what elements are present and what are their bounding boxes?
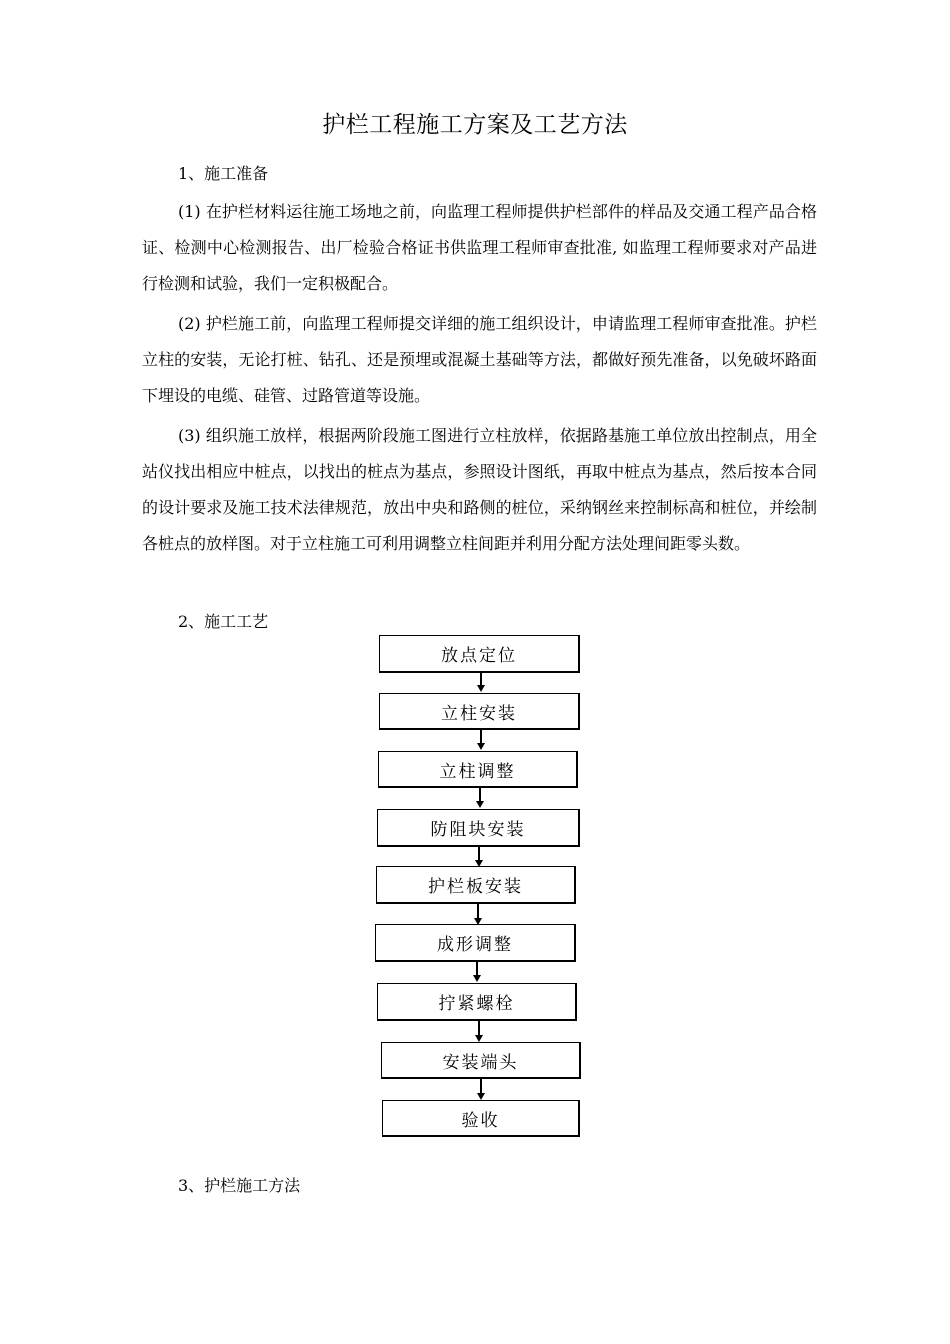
paragraph-1: (1) 在护栏材料运往施工场地之前，向监理工程师提供护栏部件的样品及交通工程产品合格证、检测中心检测报告、出厂检验合格证书供监理工程师审查批准, 如监理工程师要求对产品进行检测和试验，我们一定积极配合。 (142, 202, 817, 293)
flow-arrow-line (480, 730, 482, 743)
flow-step-6: 成形调整 (375, 924, 576, 962)
flow-arrow-line (478, 847, 480, 860)
flow-step-9: 验收 (382, 1100, 580, 1137)
flow-step-4: 防阻块安装 (377, 809, 580, 847)
flow-arrow-head (477, 743, 485, 750)
flow-arrow-line (480, 673, 482, 685)
flow-step-7: 拧紧螺栓 (377, 983, 577, 1021)
section-heading-preparation: 1、施工准备 (178, 164, 269, 183)
section-heading-process: 2、施工工艺 (178, 612, 269, 631)
flow-arrow-line (478, 1021, 480, 1035)
flow-arrow-head (477, 1093, 485, 1100)
document-title: 护栏工程施工方案及工艺方法 (322, 112, 628, 138)
paragraph-2: (2) 护栏施工前，向监理工程师提交详细的施工组织设计，申请监理工程师审查批准。护栏立柱的安装，无论打桩、钻孔、还是预埋或混凝土基础等方法，都做好预先准备，以免破坏路面下埋设的电缆、硅管、过路管道等设施。 (142, 314, 817, 405)
flow-arrow-line (477, 904, 479, 918)
flow-arrow-head (473, 975, 481, 982)
flow-step-2: 立柱安装 (379, 693, 580, 730)
flow-arrow-head (475, 1035, 483, 1042)
flow-arrow-head (476, 801, 484, 808)
flow-step-5: 护栏板安装 (376, 866, 576, 904)
flow-arrow-line (479, 788, 481, 801)
flow-arrow-head (477, 685, 485, 692)
flow-arrow-line (476, 962, 478, 975)
section-heading-method: 3、护栏施工方法 (178, 1176, 301, 1195)
flow-step-3: 立柱调整 (378, 751, 578, 788)
flow-arrow-line (480, 1079, 482, 1093)
flow-step-1: 放点定位 (379, 635, 580, 673)
paragraph-3: (3) 组织施工放样，根据两阶段施工图进行立柱放样，依据路基施工单位放出控制点，用全站仪找出相应中桩点，以找出的桩点为基点，参照设计图纸，再取中桩点为基点，然后按本合同的设计要求及施工技术法律规范，放出中央和路侧的桩位，采纳钢丝来控制标高和桩位，并绘制各桩点的放样图。对于立柱施工可利用调整立柱间距并利用分配方法处理间距零头数。 (142, 426, 817, 553)
flow-step-8: 安装端头 (381, 1042, 581, 1079)
